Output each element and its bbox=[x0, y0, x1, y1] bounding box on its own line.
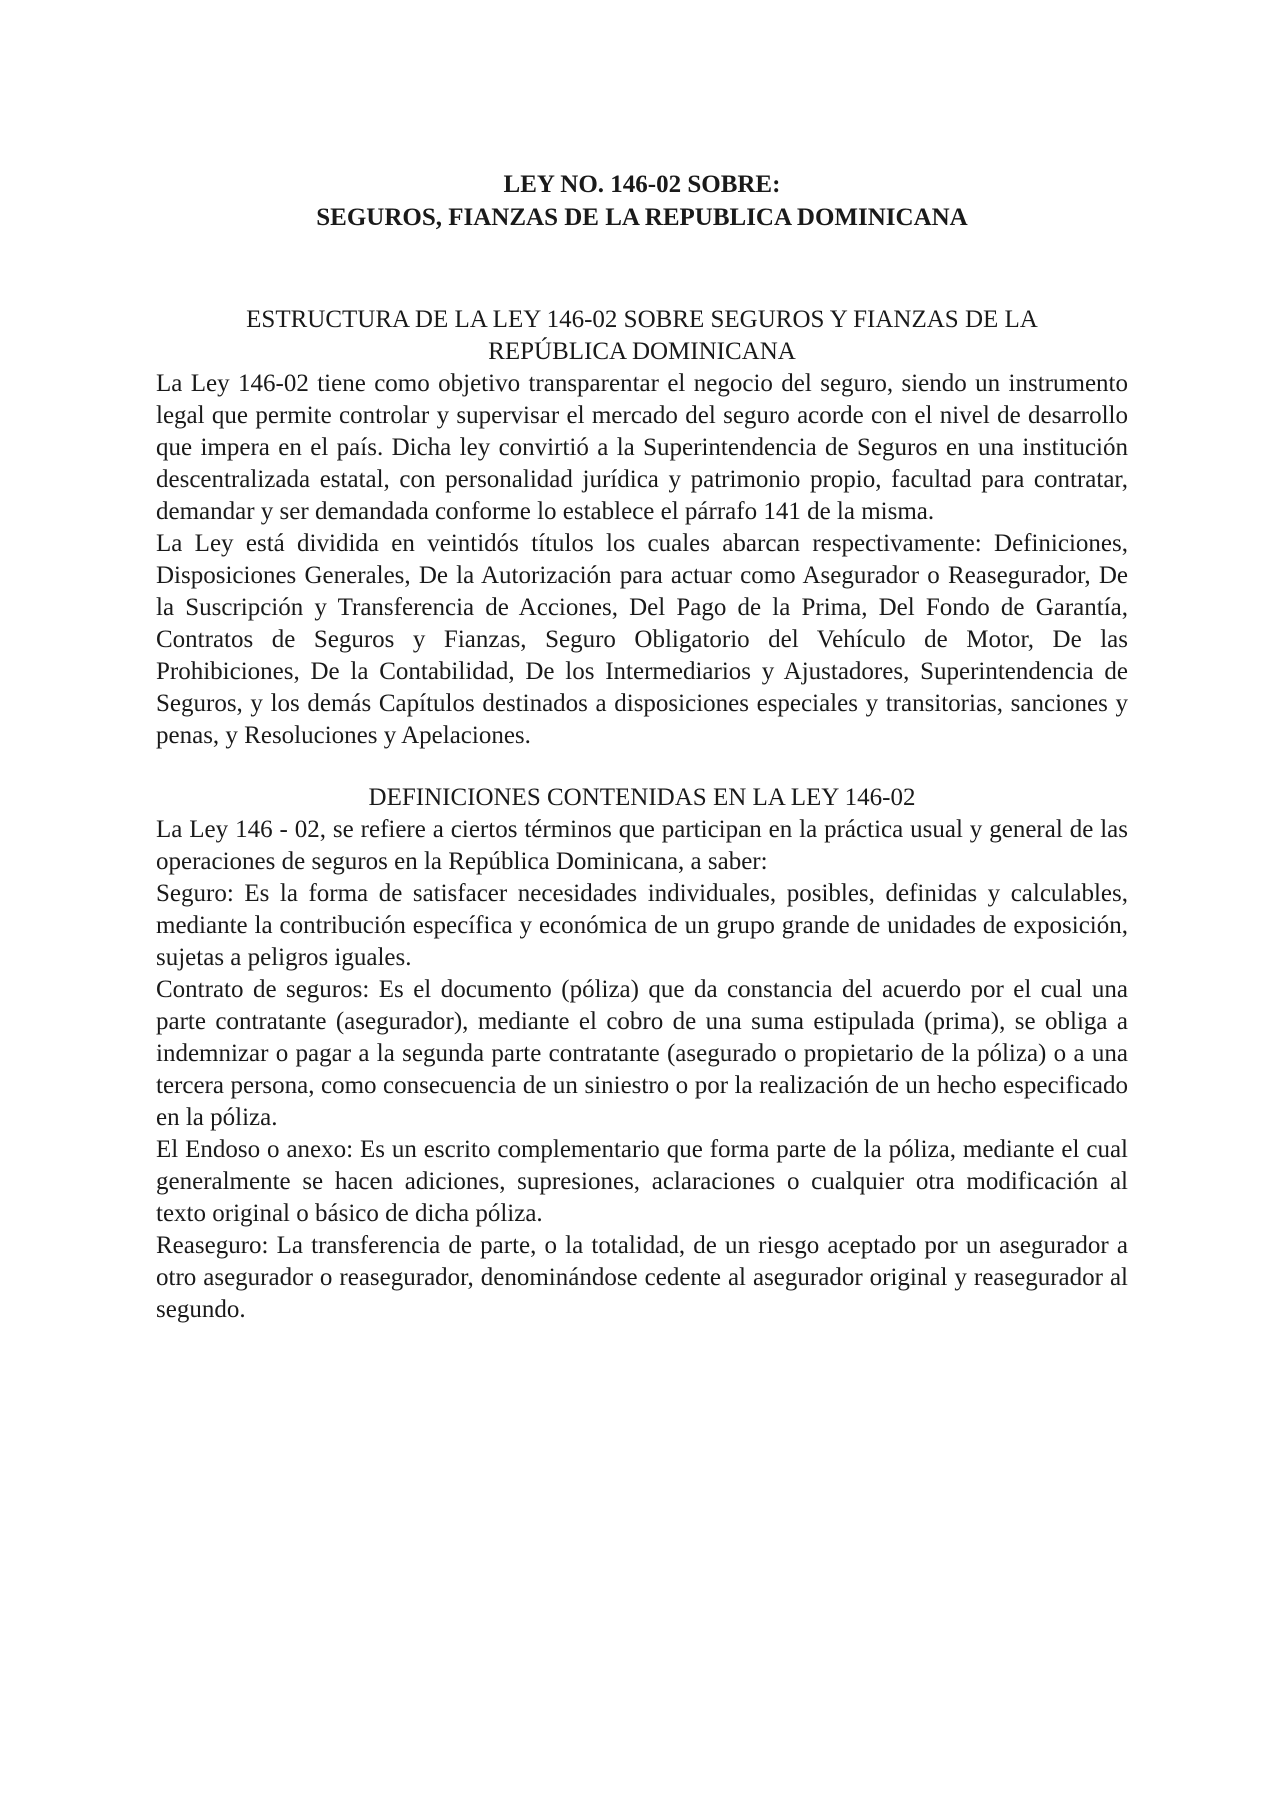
paragraph-definitions-intro: La Ley 146 - 02, se refiere a ciertos términos que participan en la práctica usual y general de las operaciones de seguros en la República Dominicana, a saber: bbox=[156, 816, 1128, 875]
paragraph-titles: La Ley está dividida en veintidós títulos los cuales abarcan respectivamente: Definiciones, Disposiciones Generales, De la Autorización para actuar como Asegurador o Reasegurador, De la Suscripción y Transferencia de Acciones, Del Pago de la Prima, Del Fondo de Garantía, Contratos de Seguros y Fianzas, Seguro Obligatorio del Vehículo de Motor, De las Prohibiciones, De la Contabilidad, De los Intermediarios y Ajustadores, Superintendencia de Seguros, y los demás Capítulos destinados a disposiciones especiales y transitorias, sanciones y penas, y Resoluciones y Apelaciones. bbox=[156, 530, 1128, 749]
definition-seguro: Seguro: Es la forma de satisfacer necesidades individuales, posibles, definidas y calculables, mediante la contribución específica y económica de un grupo grande de unidades de exposición, sujetas a peligros iguales. bbox=[156, 880, 1128, 971]
title-line-1: LEY NO. 146-02 SOBRE: bbox=[503, 171, 781, 198]
structure-heading-line-2: REPÚBLICA DOMINICANA bbox=[488, 338, 796, 365]
structure-heading bbox=[156, 304, 1128, 368]
definitions-heading: DEFINICIONES CONTENIDAS EN LA LEY 146-02 bbox=[368, 784, 916, 811]
document-page bbox=[156, 168, 1128, 1326]
document-title bbox=[156, 168, 1128, 234]
definition-contrato-de-seguros: Contrato de seguros: Es el documento (póliza) que da constancia del acuerdo por el cual una parte contratante (asegurador), mediante el cobro de una suma estipulada (prima), se obliga a indemnizar o pagar a la segunda parte contratante (asegurado o propietario de la póliza) o a una tercera persona, como consecuencia de un siniestro o por la realización de un hecho especificado en la póliza. bbox=[156, 976, 1128, 1131]
title-line-2: SEGUROS, FIANZAS DE LA REPUBLICA DOMINICANA bbox=[316, 204, 968, 231]
definition-reaseguro: Reaseguro: La transferencia de parte, o la totalidad, de un riesgo aceptado por un asegurador a otro asegurador o reasegurador, denominándose cedente al asegurador original y reasegurador al segundo. bbox=[156, 1232, 1128, 1323]
paragraph-objective: La Ley 146-02 tiene como objetivo transparentar el negocio del seguro, siendo un instrumento legal que permite controlar y supervisar el mercado del seguro acorde con el nivel de desarrollo que impera en el país. Dicha ley convirtió a la Superintendencia de Seguros en una institución descentralizada estatal, con personalidad jurídica y patrimonio propio, facultad para contratar, demandar y ser demandada conforme lo establece el párrafo 141 de la misma. bbox=[156, 370, 1128, 525]
definition-endoso: El Endoso o anexo: Es un escrito complementario que forma parte de la póliza, mediante el cual generalmente se hacen adiciones, supresiones, aclaraciones o cualquier otra modificación al texto original o básico de dicha póliza. bbox=[156, 1136, 1128, 1227]
structure-heading-line-1: ESTRUCTURA DE LA LEY 146-02 SOBRE SEGUROS Y FIANZAS DE LA bbox=[246, 306, 1038, 333]
